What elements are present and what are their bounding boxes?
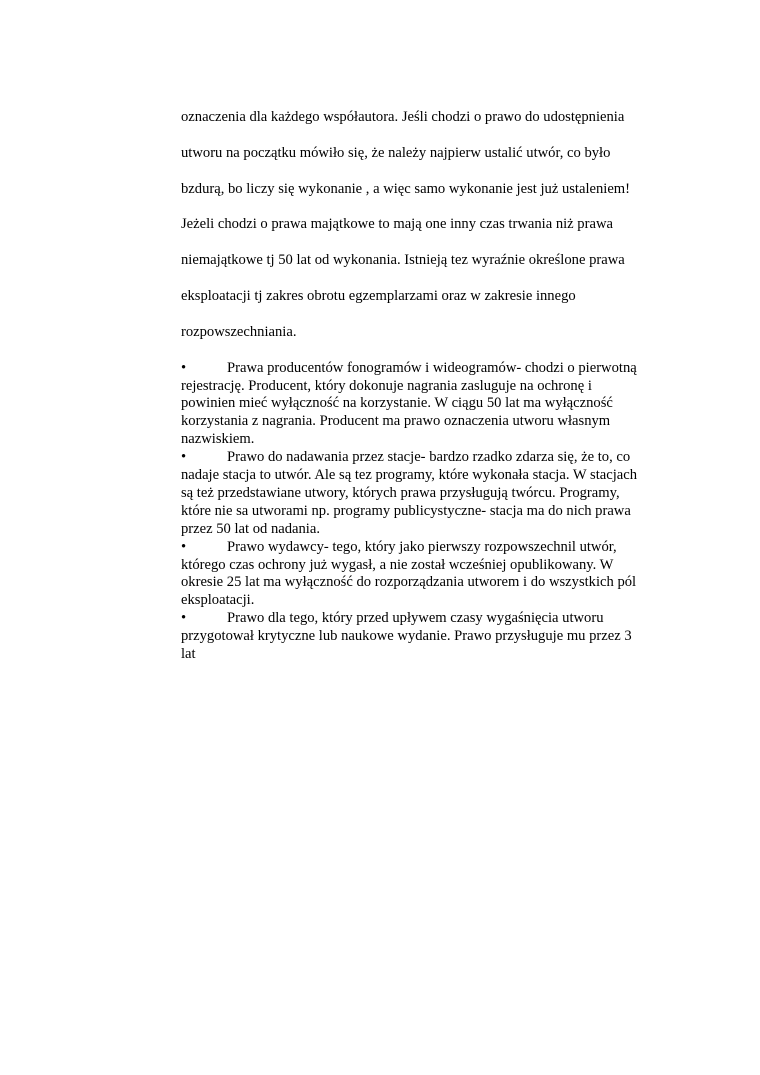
intro-paragraph [181,91,671,360]
text-line: utworu na początku mówiło się, że należy najpierw ustalić utwór, co było [181,144,611,161]
bullet-text: Prawo dla tego, który przed upływem czasy wygaśnięcia utworu [227,610,604,627]
bullet-icon: • [181,610,187,627]
document-body [181,91,671,664]
text-line: które nie sa utworami np. programy publicystyczne- stacja ma do nich prawa [181,502,631,519]
text-line: nazwiskiem. [181,431,255,448]
bullet-item-critical-edition [181,610,671,664]
text-line: okresie 25 lat ma wyłączność do rozporządzania utworem i do wszystkich pól [181,574,637,591]
text-line: są też przedstawiane utwory, których prawa przysługują twórcu. Programy, [181,484,620,501]
text-line: lat [181,646,196,663]
bullet-icon: • [181,538,187,555]
text-line: którego czas ochrony już wygasł, a nie został wcześniej opublikowany. W [181,556,614,573]
text-line: oznaczenia dla każdego współautora. Jeśli chodzi o prawo do udostępnienia [181,108,625,125]
bullet-item-broadcasting [181,449,671,539]
text-line: bzdurą, bo liczy się wykonanie , a więc samo wykonanie jest już ustaleniem! [181,180,631,197]
text-line: Jeżeli chodzi o prawa majątkowe to mają one inny czas trwania niż prawa [181,216,613,233]
bullet-icon: • [181,359,187,376]
text-line: nadaje stacja to utwór. Ale są tez programy, które wykonała stacja. W stacjach [181,467,638,484]
bullet-item-publisher [181,539,671,611]
text-line: eksploatacji tj zakres obrotu egzemplarzami oraz w zakresie innego [181,287,576,304]
bullet-text: Prawa producentów fonogramów i wideogramów- chodzi o pierwotną [227,359,637,376]
bullet-text: Prawo do nadawania przez stacje- bardzo rzadko zdarza się, że to, co [227,449,631,466]
text-line: przygotował krytyczne lub naukowe wydanie. Prawo przysługuje mu przez 3 [181,628,632,645]
bullet-text: Prawo wydawcy- tego, który jako pierwszy rozpowszechnil utwór, [227,538,617,555]
text-line: rejestrację. Producent, który dokonuje nagrania zasluguje na ochronę i [181,377,592,394]
text-line: rozpowszechniania. [181,323,297,340]
bullet-item-producers [181,360,671,450]
text-line: niemajątkowe tj 50 lat od wykonania. Istnieją tez wyraźnie określone prawa [181,252,625,269]
bullet-first-line [181,610,671,628]
bullet-first-line [181,449,671,467]
bullet-icon: • [181,449,187,466]
text-line: przez 50 lat od nadania. [181,520,320,537]
text-line: powinien mieć wyłączność na korzystanie. W ciągu 50 lat ma wyłączność [181,395,613,412]
bullet-first-line [181,360,671,378]
text-line: korzystania z nagrania. Producent ma prawo oznaczenia utworu własnym [181,413,611,430]
text-line: eksploatacji. [181,592,255,609]
bullet-first-line [181,539,671,557]
